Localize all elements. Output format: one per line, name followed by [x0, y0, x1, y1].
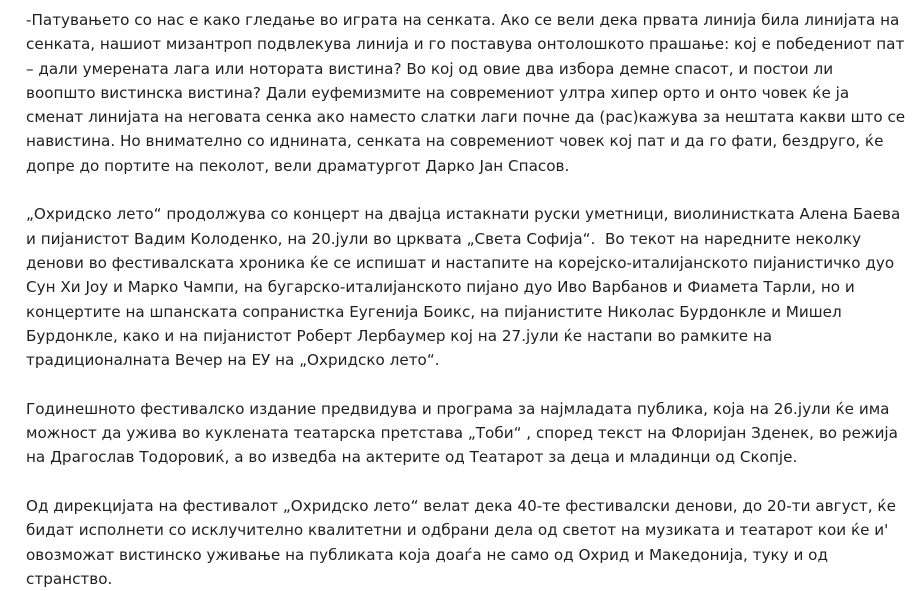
article-body [26, 8, 910, 591]
article-paragraph-2: „Охридско лето“ продолжува со концерт на двајца истакнати руски уметници, виолинистката Алена Баева и пијанистот Вадим Колоденко, на 20.јули во црквата „Света Софија“. Во текот на наредните неколку денови во фестивалската хроника ќе се испишат и настапите на корејско-италијанското пијанистичко дуо Сун Хи Јоу и Марко Чампи, на бугарско-италијанското пијано дуо Иво Варбанов и Фиамета Тарли, но и концертите на шпанската сопранистка Еугенија Боикс, на пијанистите Николас Бурдонкле и Мишел Бурдонкле, како и на пијанистот Роберт Лербаумер кој на 27.јули ќе настапи во рамките на традиционалната Вечер на ЕУ на „Охридско лето“. [26, 205, 906, 370]
article-paragraph-3: Годинешното фестивалско издание предвидува и програма за најмладата публика, која на 26.јули ќе има можност да ужива во куклената театарска претстава „Тоби“ , според текст на Флоријан Зденек, во режија на Драгослав Тодоровиќ, а во изведба на актерите од Театарот за деца и младинци од Скопје. [26, 399, 903, 467]
article-paragraph-4: Од дирекцијата на фестивалот „Охридско лето“ велат дека 40-те фестивалски денови, до 20-ти август, ќе бидат исполнети со исклучително квалитетни и одбрани дела од светот на музиката и театарот кои ќе и' овозможат вистинско уживање на публиката која доаѓа не само од Охрид и Македонија, туку и од странство. [26, 496, 901, 588]
article-paragraph-1: -Патувањето со нас е како гледање во играта на сенката. Ако се вели дека првата линија била линијата на сенката, нашиот мизантроп подвлекува линија и го поставува онтолошкото прашање: кој е победениот пат – дали умерената лага или нотората вистина? Во кој од овие два избора демне спасот, и постои ли воопшто вистинска вистина? Дали еуфемизмите на современиот ултра хипер орто и онто човек ќе ја сменат линијата на неговата сенка ако наместо слатки лаги почне да (рас)кажува за нештата какви што се навистина. Но внимателно со иднината, сенката на современиот човек кој пат и да го фати, бездруго, ќе допре до портите на пеколот, вели драматургот Дарко Јан Спасов. [26, 11, 910, 175]
